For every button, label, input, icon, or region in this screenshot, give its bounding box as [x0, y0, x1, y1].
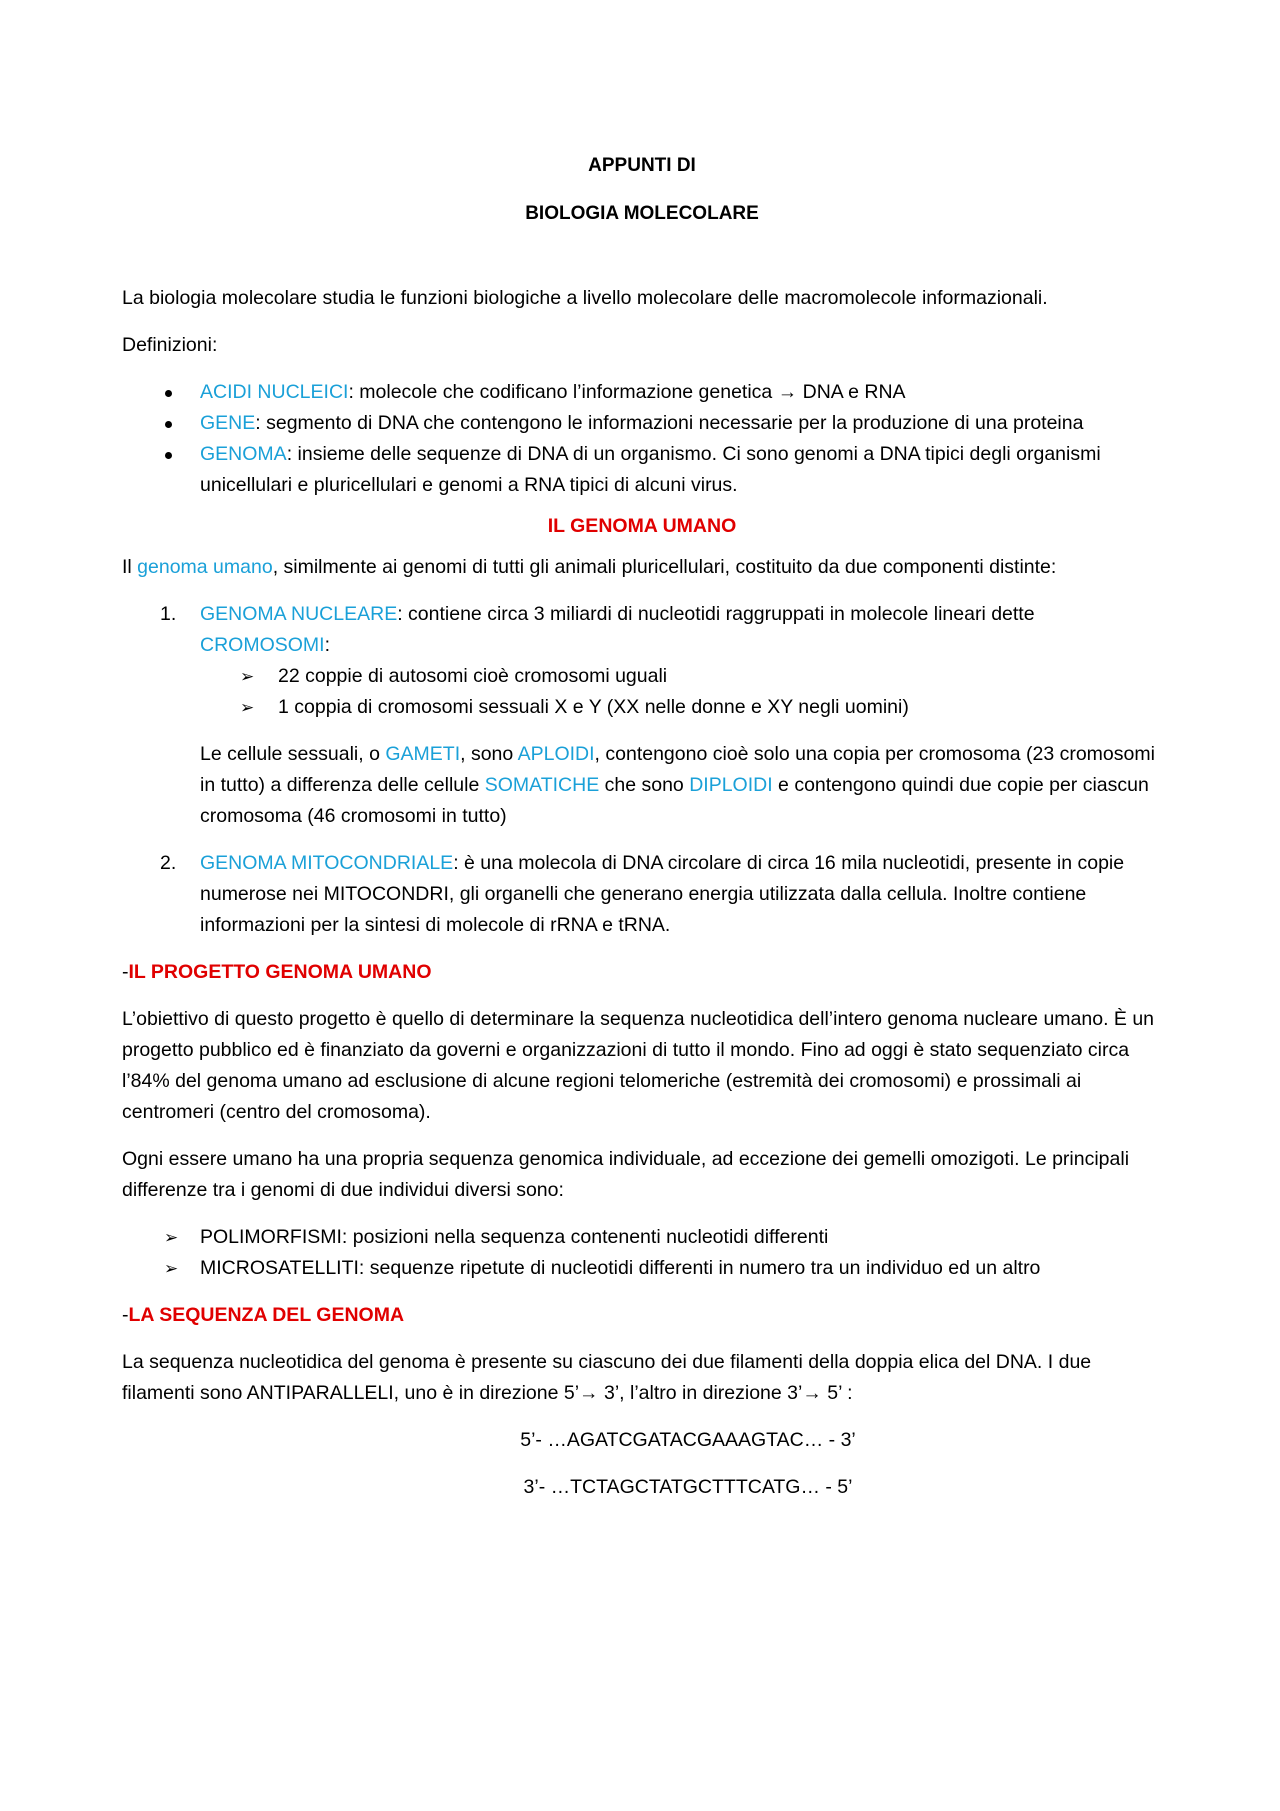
intro-paragraph: La biologia molecolare studia le funzioni biologiche a livello molecolare delle macromolecole informazionali. [122, 287, 1048, 309]
component-term: GENOMA MITOCONDRIALE [200, 852, 454, 874]
somatiche-term: SOMATICHE [484, 774, 600, 796]
component-text: : è una molecola di DNA circolare di circa 16 mila nucleotidi, presente in copie numerose nei MITOCONDRI, gli organelli che generano energia utilizzata dalla cellula. Inoltre contiene informazioni per la sintesi di molecole di rRNA e tRNA. [200, 852, 1125, 936]
dna-strand-1: 5’- …AGATCGATACGAAAGTAC… - 3’ [520, 1429, 856, 1451]
component-text: : contiene circa 3 miliardi di nucleotidi raggruppati in molecole lineari dette [397, 603, 1035, 625]
arrowhead-bullet-icon: ➢ [240, 667, 255, 686]
component-term2: CROMOSOMI [200, 634, 325, 656]
definition-item [122, 377, 1162, 408]
definition-text: : segmento di DNA che contengono le informazioni necessarie per la produzione di una proteina [255, 412, 1084, 434]
component-item-mitocondriale [122, 848, 1162, 941]
differences-list [122, 1222, 1162, 1284]
section-title-progetto [122, 957, 1162, 988]
definition-term: GENE [200, 412, 256, 434]
difference-item [122, 1222, 1162, 1253]
section-dash: - [122, 1304, 129, 1326]
definition-term: ACIDI NUCLEICI [200, 381, 349, 403]
definition-item [122, 439, 1162, 501]
gameti-text: Le cellule sessuali, o [200, 743, 386, 765]
arrowhead-bullet-icon: ➢ [164, 1259, 179, 1278]
intro-text-pre: Il [122, 556, 138, 578]
chromosome-subitem [200, 692, 1162, 723]
doc-title-line2: BIOLOGIA MOLECOLARE [525, 203, 759, 224]
section-dash: - [122, 961, 129, 983]
gameti-text: e contengono quindi due copie per ciascun cromosoma (46 cromosomi in tutto) [200, 774, 1149, 827]
diploidi-term: DIPLOIDI [689, 774, 773, 796]
gameti-term: GAMETI [385, 743, 461, 765]
genoma-umano-intro [122, 552, 1162, 583]
sequenza-paragraph: La sequenza nucleotidica del genoma è presente su ciascuno dei due filamenti della doppia elica del DNA. I due filamenti sono ANTIPARALLELI, uno è in direzione 5’→ 3’, l’altro in direzione 3’→ 5’ : [122, 1351, 1092, 1404]
definition-text: : molecole che codificano l’informazione genetica → DNA e RNA [348, 381, 906, 403]
component-item-nucleare [122, 599, 1162, 832]
difference-item [122, 1253, 1162, 1284]
component-text2: : [324, 634, 331, 656]
subitem-text: 1 coppia di cromosomi sessuali X e Y (XX nelle donne e XY negli uomini) [278, 696, 909, 718]
definitions-label: Definizioni: [122, 334, 218, 356]
document-page [122, 150, 1162, 1503]
section-title-sequenza [122, 1300, 1162, 1331]
components-list [122, 599, 1162, 941]
difference-text: MICROSATELLITI: sequenze ripetute di nucleotidi differenti in numero tra un individuo ed un altro [200, 1257, 1041, 1279]
difference-text: POLIMORFISMI: posizioni nella sequenza contenenti nucleotidi differenti [200, 1226, 829, 1248]
component-term: GENOMA NUCLEARE [200, 603, 398, 625]
bullet-dot-icon [165, 452, 172, 459]
bullet-dot-icon [165, 390, 172, 397]
subitem-text: 22 coppie di autosomi cioè cromosomi uguali [278, 665, 668, 687]
doc-title-line1: APPUNTI DI [588, 155, 696, 176]
section-title-text: IL PROGETTO GENOMA UMANO [128, 961, 432, 983]
definition-text: : insieme delle sequenze di DNA di un organismo. Ci sono genomi a DNA tipici degli organismi unicellulari e pluricellulari e genomi a RNA tipici di alcuni virus. [200, 443, 1101, 496]
definition-item [122, 408, 1162, 439]
progetto-paragraph-2: Ogni essere umano ha una propria sequenza genomica individuale, ad eccezione dei gemelli omozigoti. Le principali differenze tra i genomi di due individui diversi sono: [122, 1148, 1130, 1201]
list-number: 2. [160, 852, 177, 874]
arrowhead-bullet-icon: ➢ [240, 698, 255, 717]
definition-term: GENOMA [200, 443, 287, 465]
section-title-text: LA SEQUENZA DEL GENOMA [128, 1304, 405, 1326]
intro-term: genoma umano [137, 556, 273, 578]
bullet-dot-icon [165, 421, 172, 428]
gameti-paragraph [200, 739, 1162, 832]
chromosome-subitem [200, 661, 1162, 692]
dna-strand-2: 3’- …TCTAGCTATGCTTTCATG… - 5’ [523, 1476, 853, 1498]
list-number: 1. [160, 603, 177, 625]
aploidi-term: APLOIDI [517, 743, 595, 765]
gameti-text: , contengono cioè solo una copia per cromosoma (23 cromosomi in tutto) a differenza delle cellule [200, 743, 1155, 796]
chromosome-sublist [200, 661, 1162, 723]
section-title-genoma-umano: IL GENOMA UMANO [547, 515, 737, 537]
intro-text-post: , similmente ai genomi di tutti gli animali pluricellulari, costituito da due componenti distinte: [272, 556, 1057, 578]
progetto-paragraph-1: L’obiettivo di questo progetto è quello di determinare la sequenza nucleotidica dell’intero genoma nucleare umano. È un progetto pubblico ed è finanziato da governi e organizzazioni di tutto il mondo. Fino ad oggi è stato sequenziato circa l’84% del genoma umano ad esclusione di alcune regioni telomeriche (estremità dei cromosomi) e prossimali ai centromeri (centro del cromosoma). [122, 1008, 1155, 1123]
definitions-list [122, 377, 1162, 501]
gameti-text: che sono [599, 774, 690, 796]
arrowhead-bullet-icon: ➢ [164, 1228, 179, 1247]
gameti-text: , sono [460, 743, 518, 765]
